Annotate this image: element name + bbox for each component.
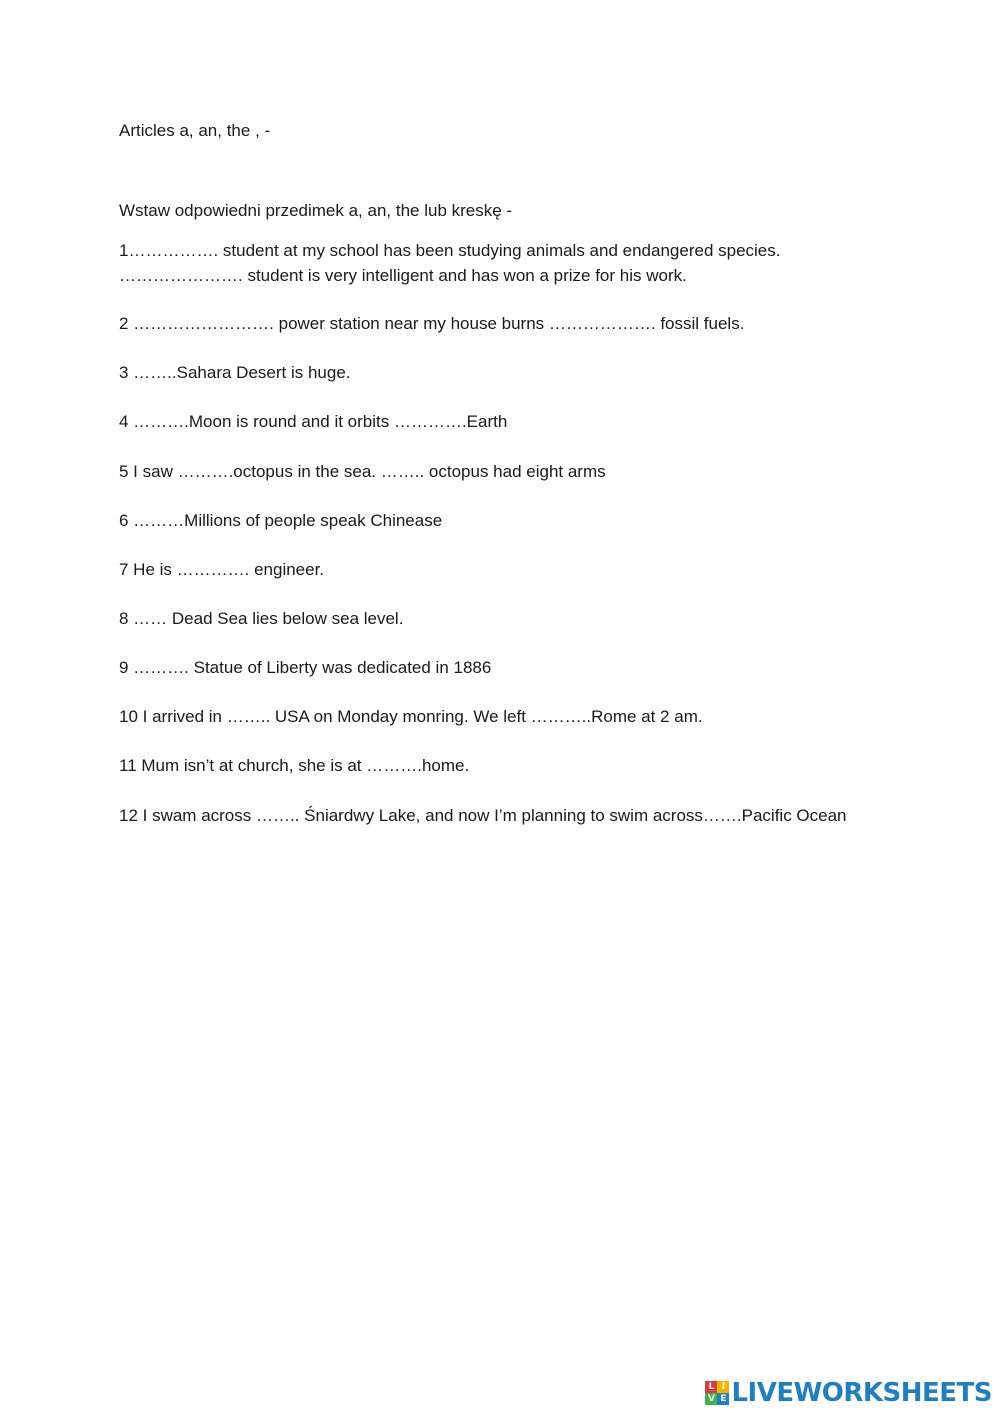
exercise-4: 4 ……….Moon is round and it orbits ………….Earth <box>119 412 508 431</box>
exercise-1-line-1: 1……………. student at my school has been studying animals and endangered species. <box>119 241 781 260</box>
logo-tile: L <box>705 1381 717 1393</box>
exercise-9: 9 ………. Statue of Liberty was dedicated in 1886 <box>119 658 492 677</box>
exercise-8: 8 …… Dead Sea lies below sea level. <box>119 609 404 628</box>
liveworksheets-logo-icon <box>705 1381 729 1405</box>
instruction-text: Wstaw odpowiedni przedimek a, an, the lub kreskę - <box>119 201 513 220</box>
exercise-5: 5 I saw ……….octopus in the sea. …….. octopus had eight arms <box>119 462 606 481</box>
brand-name: LIVEWORKSHEETS <box>731 1378 992 1408</box>
exercise-12: 12 I swam across …….. Śniardwy Lake, and now I’m planning to swim across…….Pacific Ocean <box>119 806 847 825</box>
logo-tile: V <box>705 1393 717 1405</box>
logo-tile: I <box>717 1381 729 1393</box>
worksheet-title: Articles a, an, the , - <box>119 121 271 140</box>
exercise-10: 10 I arrived in …….. USA on Monday monring. We left ………..Rome at 2 am. <box>119 707 703 726</box>
exercise-11: 11 Mum isn’t at church, she is at ……….home. <box>119 756 470 775</box>
exercise-1-line-2: …………………. student is very intelligent and has won a prize for his work. <box>119 266 687 285</box>
logo-tile: E <box>717 1393 729 1405</box>
exercise-7: 7 He is …………. engineer. <box>119 560 325 579</box>
liveworksheets-brand <box>705 1378 992 1408</box>
exercise-3: 3 ……..Sahara Desert is huge. <box>119 363 351 382</box>
exercise-2: 2 ……………………. power station near my house burns ………………. fossil fuels. <box>119 314 745 333</box>
exercise-6: 6 ………Millions of people speak Chinease <box>119 511 443 530</box>
